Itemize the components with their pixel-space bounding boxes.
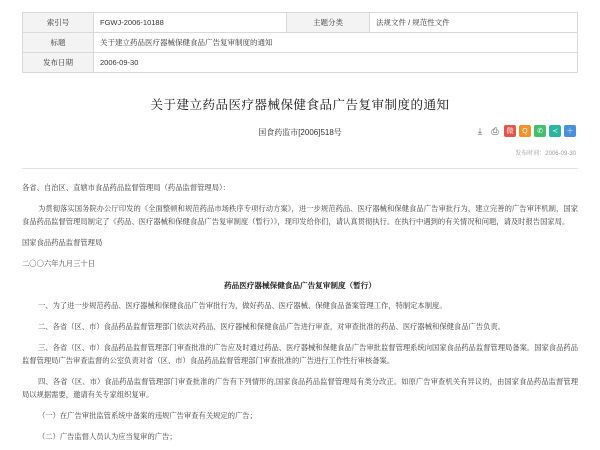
- wechat-icon[interactable]: ✆: [534, 125, 546, 137]
- addressee-line: 各省、自治区、直辖市食品药品监督管理局（药品监督管理局）：: [22, 183, 230, 192]
- sina-weibo-icon[interactable]: 微: [504, 125, 516, 137]
- meta-value-date: 2006-09-30: [94, 53, 578, 73]
- table-row: [23, 53, 578, 73]
- article-item: 三、各省（区、市）食品药品监督管理部门审查批准的广告应及时通过药品、医疗器械和保健食品广告审批监督管理系统向国家食品药品监督管理局备案。国家食品药品监督管理局广告审查监督的公室负责对省（区、市）食品药品监督管理部门审查批准的广告进行工作性行审核备案。: [22, 343, 578, 365]
- article-item: （一）在广告审批监管系统中备案的违规广告审查有关规定的广告；: [38, 411, 257, 420]
- table-row: [23, 33, 578, 53]
- print-icon[interactable]: ⎙: [491, 125, 499, 136]
- section-title: 药品医疗器械保健食品广告复审制度（暂行）: [224, 281, 376, 290]
- article-item: 四、各省（区、市）食品药品监督管理部门审查批准的广告有下列情形的,国家食品药品监督管理局有类分改正。如原广告审查机关有异议的，由国家食品药品监督管理局以规据需要，邀请有关专家组织复审。: [22, 377, 578, 399]
- share-toolbar[interactable]: [474, 125, 576, 137]
- signature-date: 二〇〇六年九月三十日: [22, 259, 95, 268]
- meta-value-category: 法规文件 / 规范性文件: [370, 13, 578, 33]
- download-icon[interactable]: ⤓: [478, 125, 482, 136]
- signature-org: 国家食品药品监督管理局: [22, 238, 103, 247]
- share-icon[interactable]: ≺: [549, 125, 561, 137]
- article-item: 一、为了进一步规范药品、医疗器械和保健食品广告审批行为，做好药品、医疗器械、保健食品备案管理工作，特制定本制度。: [38, 301, 447, 310]
- meta-label-date: 发布日期: [23, 53, 94, 73]
- meta-value-title: 关于建立药品医疗器械保健食品广告复审制度的通知: [94, 33, 578, 53]
- meta-label-category: 主题分类: [287, 13, 370, 33]
- publish-time: 发布时间：2006-09-30: [515, 151, 576, 157]
- body-paragraph: 为贯彻落实国务院办公厅印发的《全面整顿和规范药品市场秩序专项行动方案》，进一步规范药品、医疗器械和保健食品广告审批行为，建立完善的广告审评机制，国家食品药品监督管理局制定了《药品、医疗器械和保健食品广告复审制度（暂行）》，现印发给你们，请认真贯彻执行。在执行中遇到的有关情况和问题，请及时报告国家局。: [22, 204, 578, 226]
- document-body: [22, 169, 578, 443]
- article-item: （二）广告监督人员认为应当复审的广告；: [38, 432, 177, 441]
- table-row: [23, 13, 578, 33]
- more-share-icon[interactable]: ＋: [564, 125, 576, 137]
- page-title: 关于建立药品医疗器械保健食品广告复审制度的通知: [150, 98, 450, 112]
- meta-label-title: 标题: [23, 33, 94, 53]
- qq-zone-icon[interactable]: Q: [519, 125, 531, 137]
- meta-value-index: FGWJ-2006-10188: [94, 13, 287, 33]
- metadata-table: [22, 12, 578, 73]
- document-number: 国食药监市[2006]518号: [258, 128, 342, 137]
- meta-label-index: 索引号: [23, 13, 94, 33]
- article-item: 二、各省（区、市）食品药品监督管理部门依法对药品、医疗器械和保健食品广告进行审查，对审查批准的药品、医疗器械和保健食品广告负责。: [38, 322, 505, 331]
